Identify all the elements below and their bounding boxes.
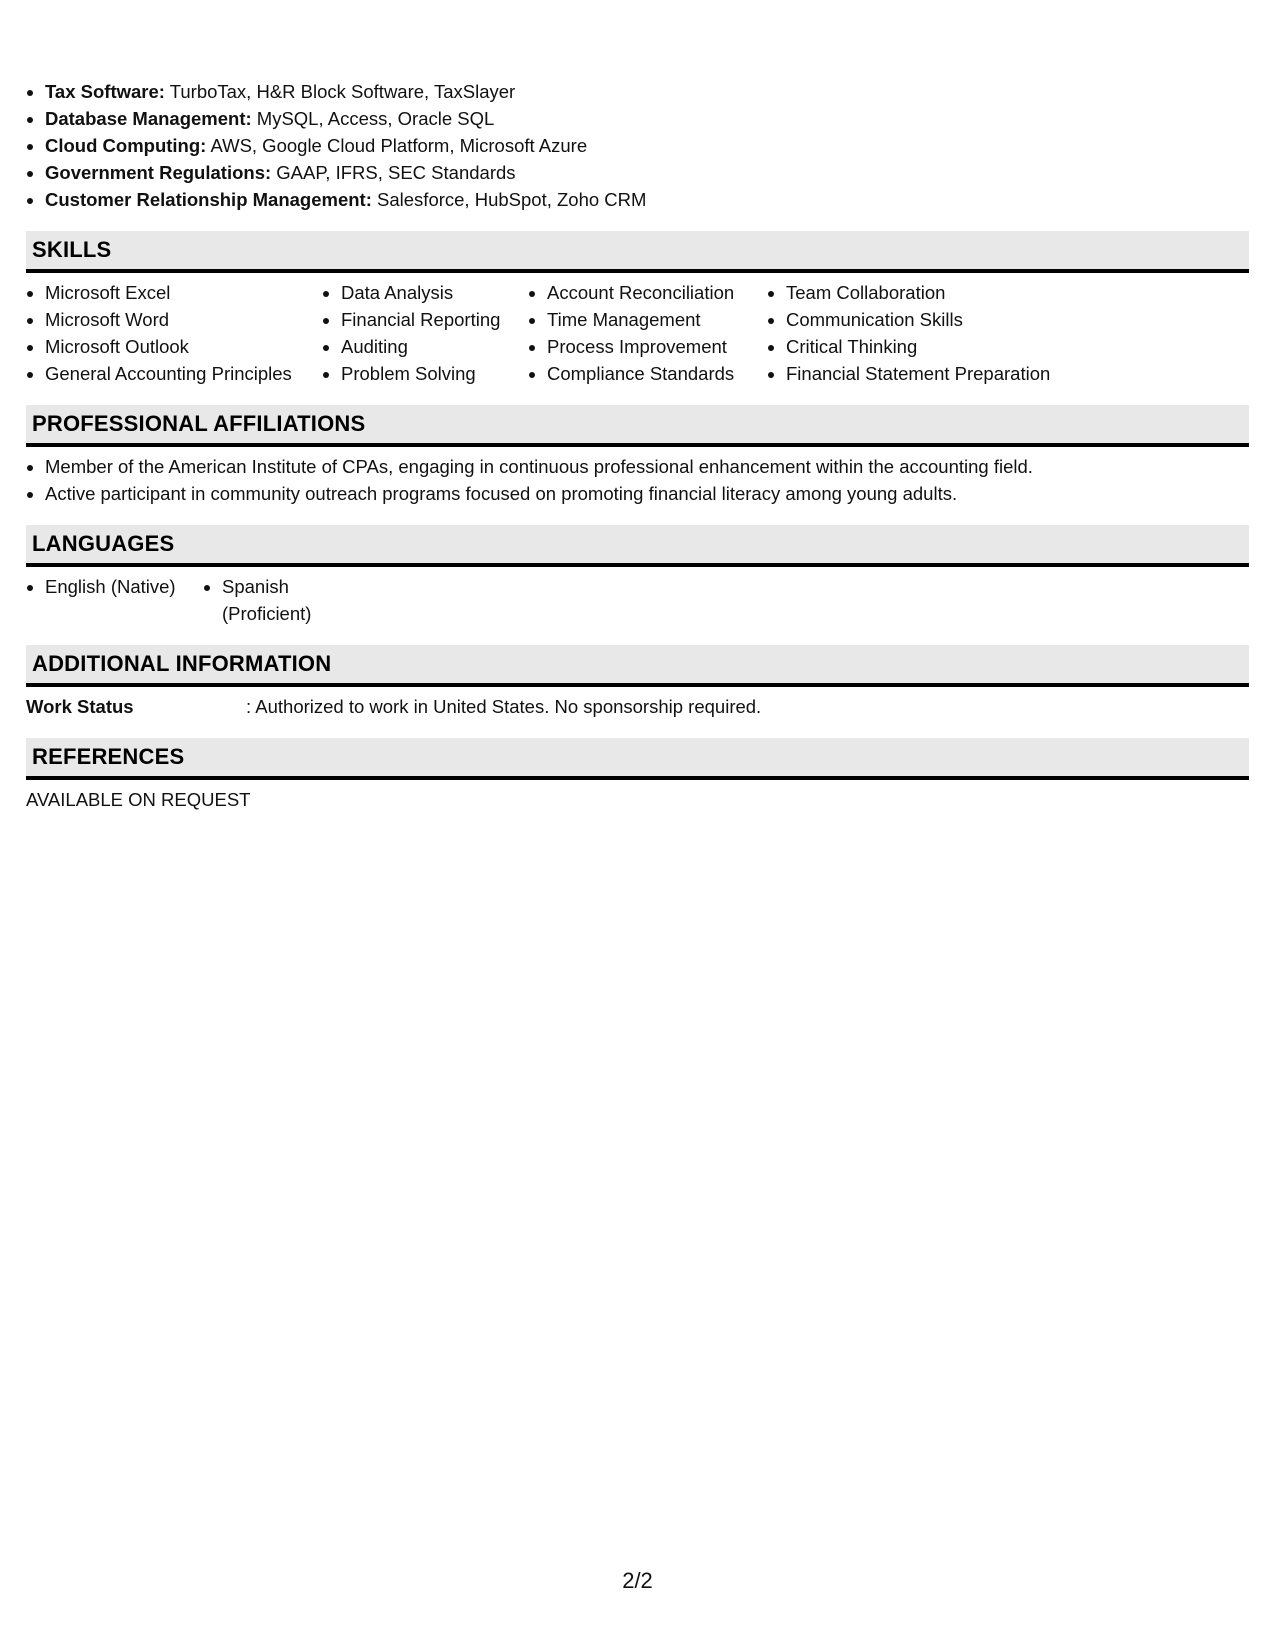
references-heading: REFERENCES <box>26 738 1249 780</box>
skill-category-label: Government Regulations: <box>45 162 272 183</box>
list-item: • Team Collaboration <box>786 279 1086 306</box>
list-item: • English (Native) <box>45 573 203 600</box>
skill-category-value: TurboTax, H&R Block Software, TaxSlayer <box>169 81 516 102</box>
additional-info-heading: ADDITIONAL INFORMATION <box>26 645 1249 687</box>
skill-category-label: Cloud Computing: <box>45 135 207 156</box>
skill-category-label: Tax Software: <box>45 81 165 102</box>
skill-category-label: Database Management: <box>45 108 252 129</box>
affiliations-list <box>26 453 1249 507</box>
list-item <box>45 159 1249 186</box>
list-item: • Communication Skills <box>786 306 1086 333</box>
list-item: • Microsoft Outlook <box>45 333 322 360</box>
language-column-1 <box>26 573 203 627</box>
list-item: • Microsoft Word <box>45 306 322 333</box>
list-item: • Data Analysis <box>341 279 528 306</box>
list-item: • Spanish (Proficient) <box>222 573 380 627</box>
list-item: • Account Reconciliation <box>547 279 767 306</box>
list-item: • Financial Reporting <box>341 306 528 333</box>
affiliations-heading: PROFESSIONAL AFFILIATIONS <box>26 405 1249 447</box>
skill-category-value: Salesforce, HubSpot, Zoho CRM <box>377 189 647 210</box>
work-status-value: : Authorized to work in United States. No sponsorship required. <box>246 696 762 717</box>
skills-column-2 <box>322 279 528 387</box>
skills-column-1 <box>26 279 322 387</box>
list-item: • Member of the American Institute of CPAs, engaging in continuous professional enhancement within the accounting field. <box>45 453 1249 480</box>
languages-list <box>26 573 1249 627</box>
list-item: • Critical Thinking <box>786 333 1086 360</box>
skills-column-3 <box>528 279 767 387</box>
list-item <box>45 78 1249 105</box>
page-number: 2/2 <box>622 1568 653 1593</box>
language-column-2 <box>203 573 380 627</box>
skill-category-label: Customer Relationship Management: <box>45 189 372 210</box>
references-text: AVAILABLE ON REQUEST <box>26 789 251 810</box>
list-item: • Compliance Standards <box>547 360 767 387</box>
skill-category-value: GAAP, IFRS, SEC Standards <box>276 162 516 183</box>
skills-heading: SKILLS <box>26 231 1249 273</box>
technical-skills-list <box>26 78 1249 213</box>
languages-heading: LANGUAGES <box>26 525 1249 567</box>
work-status-label: Work Status <box>26 696 134 717</box>
list-item: • Active participant in community outreach programs focused on promoting financial literacy among young adults. <box>45 480 1249 507</box>
skill-category-value: MySQL, Access, Oracle SQL <box>256 108 495 129</box>
list-item: • Financial Statement Preparation <box>786 360 1086 387</box>
skills-grid <box>26 279 1249 387</box>
list-item: • Problem Solving <box>341 360 528 387</box>
skills-column-4 <box>767 279 1086 387</box>
list-item: • Process Improvement <box>547 333 767 360</box>
work-status-row <box>26 693 1249 720</box>
list-item: • Time Management <box>547 306 767 333</box>
resume-page <box>26 78 1249 813</box>
list-item: • Microsoft Excel <box>45 279 322 306</box>
list-item: • General Accounting Principles <box>45 360 322 387</box>
list-item <box>45 132 1249 159</box>
list-item: • Auditing <box>341 333 528 360</box>
list-item <box>45 186 1249 213</box>
skill-category-value: AWS, Google Cloud Platform, Microsoft Azure <box>210 135 588 156</box>
list-item <box>45 105 1249 132</box>
